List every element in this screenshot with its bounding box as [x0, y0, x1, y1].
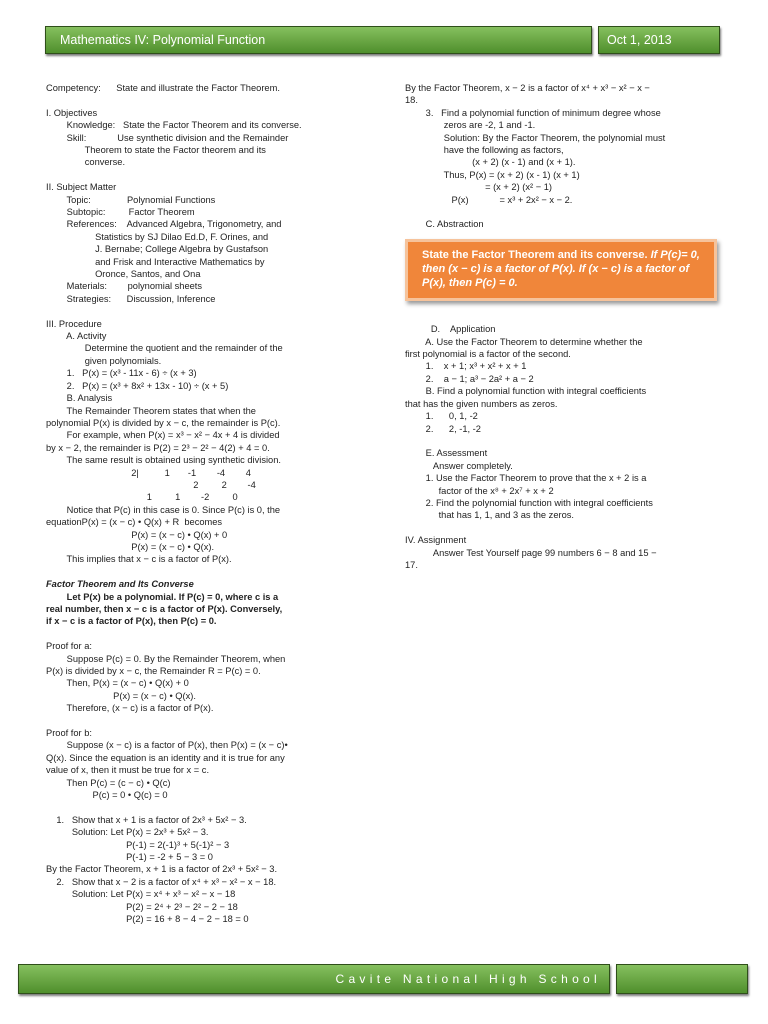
text-line — [46, 94, 366, 106]
text-line — [46, 715, 366, 727]
factor-theorem-statement — [46, 591, 366, 628]
text-line: Therefore, (x − c) is a factor of P(x). — [46, 703, 214, 714]
text-line: 2. Find the polynomial function with integral coefficients — [405, 497, 653, 508]
lesson-plan-text — [46, 82, 366, 578]
text-line: 1. Show that x + 1 is a factor of 2x³ + 5x² − 3. — [46, 814, 247, 825]
text-line: P(x) = (x − c) • Q(x). — [46, 690, 196, 701]
text-line: P(2) = 16 + 8 − 4 − 2 − 18 = 0 — [46, 914, 249, 925]
text-line — [405, 206, 725, 218]
text-line: II. Subject Matter — [46, 182, 117, 193]
text-line — [46, 305, 366, 317]
text-line: by x − 2, the remainder is P(2) = 2³ − 2² − 4(2) + 4 = 0. — [46, 442, 270, 453]
text-line: For example, when P(x) = x³ − x² − 4x + 4 is divided — [46, 430, 280, 441]
text-line: P(x) is divided by x − c, the Remainder R = P(c) = 0. — [46, 666, 261, 677]
text-line: P(x) = (x − c) • Q(x) + 0 — [46, 529, 228, 540]
text-line: A. Activity — [46, 331, 107, 342]
text-line: if x − c is a factor of P(x), then P(c) = 0. — [46, 616, 217, 627]
callout-plain-text: State the Factor Theorem and its converse. — [422, 248, 651, 261]
text-line: Q(x). Since the equation is an identity and it is true for any — [46, 752, 285, 763]
text-line: 1. Use the Factor Theorem to prove that the x + 2 is a — [405, 473, 647, 484]
text-line: that has 1, 1, and 3 as the zeros. — [405, 510, 574, 521]
text-line: Statistics by SJ Dilao Ed.D, F. Orines, and — [46, 231, 269, 242]
text-line: = (x + 2) (x² − 1) — [405, 182, 552, 193]
text-line: By the Factor Theorem, x + 1 is a factor of 2x³ + 5x² − 3. — [46, 864, 278, 875]
text-line: value of x, then it must be true for x = c. — [46, 765, 210, 776]
text-line: given polynomials. — [46, 355, 162, 366]
text-line: Materials: polynomial sheets — [46, 281, 203, 292]
text-line — [405, 311, 725, 323]
text-line: By the Factor Theorem, x − 2 is a factor of x⁴ + x³ − x² − x − — [405, 83, 650, 93]
text-line: 1 1 -2 0 — [46, 492, 238, 503]
text-line: 2 2 -4 — [46, 479, 256, 490]
text-line: and Frisk and Interactive Mathematics by — [46, 256, 265, 267]
text-line: P(c) = 0 • Q(c) = 0 — [46, 790, 168, 801]
text-line: Answer completely. — [405, 460, 513, 471]
callout-italic-text: If P(c)= 0, then (x − c) is a factor of P(x). If (x − c) is a factor of P(x), then P(c) = 0. — [422, 248, 700, 289]
text-line: Suppose P(c) = 0. By the Remainder Theorem, when — [46, 653, 286, 664]
text-line: P(-1) = 2(-1)³ + 5(-1)² − 3 — [46, 839, 230, 850]
text-line: This implies that x − c is a factor of P(x). — [46, 554, 232, 565]
text-line: that has the given numbers as zeros. — [405, 398, 558, 409]
text-line: Proof for a: — [46, 641, 92, 652]
text-line: 17. — [405, 559, 418, 570]
text-line: Let P(x) be a polynomial. If P(c) = 0, where c is a — [46, 591, 279, 602]
text-line: Suppose (x − c) is a factor of P(x), then P(x) = (x − c)• — [46, 740, 288, 751]
text-line: Knowledge: State the Factor Theorem and its converse. — [46, 120, 302, 131]
text-line: IV. Assignment — [405, 535, 467, 546]
text-line: Topic: Polynomial Functions — [46, 194, 216, 205]
text-line: References: Advanced Algebra, Trigonometry, and — [46, 219, 282, 230]
text-line: Subtopic: Factor Theorem — [46, 207, 195, 218]
text-line: real number, then x − c is a factor of P(x). Conversely, — [46, 604, 283, 614]
text-line: J. Bernabe; College Algebra by Gustafson — [46, 244, 269, 255]
text-line: equationP(x) = (x − c) • Q(x) + R becomes — [46, 517, 223, 528]
footer-school-bar — [18, 964, 610, 994]
text-line: Answer Test Yourself page 99 numbers 6 − 8 and 15 − — [405, 547, 657, 558]
text-line: polynomial P(x) is divided by x − c, the remainder is P(c). — [46, 417, 281, 428]
document-date: Oct 1, 2013 — [607, 33, 672, 47]
school-name: Cavite National High School — [335, 972, 601, 986]
text-line: The Remainder Theorem states that when the — [46, 405, 256, 416]
text-line — [405, 435, 725, 447]
text-line: Oronce, Santos, and Ona — [46, 269, 201, 280]
text-line: C. Abstraction — [405, 219, 484, 230]
text-line: Then, P(x) = (x − c) • Q(x) + 0 — [46, 678, 189, 689]
text-line: 2. a − 1; a³ − 2a² + a − 2 — [405, 373, 534, 384]
text-line: Solution: Let P(x) = 2x³ + 5x² − 3. — [46, 827, 209, 838]
text-line: Determine the quotient and the remainder of the — [46, 343, 283, 354]
header-title-bar — [45, 26, 592, 54]
text-line — [46, 566, 366, 578]
text-line: Skill: Use synthetic division and the Remainder — [46, 132, 289, 143]
examples-continued — [405, 82, 725, 231]
text-line: D. Application — [405, 324, 496, 335]
text-line: P(2) = 2⁴ + 2³ − 2² − 2 − 18 — [46, 901, 238, 912]
text-line: Thus, P(x) = (x + 2) (x - 1) (x + 1) — [405, 169, 580, 180]
text-line — [46, 801, 366, 813]
text-line: P(x) = x³ + 2x² − x − 2. — [405, 194, 573, 205]
abstraction-callout — [405, 239, 717, 301]
text-line: Strategies: Discussion, Inference — [46, 293, 216, 304]
text-line: factor of the x⁸ + 2x⁷ + x + 2 — [405, 485, 554, 496]
text-line: III. Procedure — [46, 318, 102, 329]
text-line: 1. x + 1; x³ + x² + x + 1 — [405, 361, 527, 372]
text-line: B. Analysis — [46, 393, 113, 404]
left-column — [46, 82, 366, 926]
text-line: Then P(c) = (c − c) • Q(c) — [46, 777, 171, 788]
footer-right-box — [616, 964, 748, 994]
document-title: Mathematics IV: Polynomial Function — [60, 33, 266, 47]
factor-theorem-heading: Factor Theorem and Its Converse — [46, 579, 194, 590]
text-line: Solution: By the Factor Theorem, the polynomial must — [405, 132, 666, 143]
text-line: I. Objectives — [46, 107, 98, 118]
text-line: 1. P(x) = (x³ - 11x - 6) ÷ (x + 3) — [46, 368, 197, 379]
application-assessment-assignment — [405, 311, 725, 571]
text-line: Notice that P(c) in this case is 0. Since P(c) is 0, the — [46, 504, 281, 515]
text-line: have the following as factors, — [405, 145, 564, 156]
text-line: 3. Find a polynomial function of minimum degree whose — [405, 107, 661, 118]
text-line: E. Assessment — [405, 448, 488, 459]
header-date-box — [598, 26, 720, 54]
text-line — [46, 169, 366, 181]
text-line: P(x) = (x − c) • Q(x). — [46, 541, 215, 552]
text-line: zeros are -2, 1 and -1. — [405, 120, 536, 131]
text-line: P(-1) = -2 + 5 − 3 = 0 — [46, 852, 213, 863]
text-line: Solution: Let P(x) = x⁴ + x³ − x² − x − 18 — [46, 889, 236, 900]
text-line: Competency: State and illustrate the Factor Theorem. — [46, 83, 280, 93]
text-line: 2. Show that x − 2 is a factor of x⁴ + x³ − x² − x − 18. — [46, 876, 277, 887]
text-line: The same result is obtained using synthetic division. — [46, 455, 281, 466]
text-line: converse. — [46, 157, 126, 168]
text-line: 2| 1 -1 -4 4 — [46, 467, 251, 478]
proofs-and-examples — [46, 628, 366, 926]
text-line — [46, 628, 366, 640]
text-line: Theorem to state the Factor theorem and its — [46, 145, 266, 156]
text-line: B. Find a polynomial function with integral coefficients — [405, 386, 647, 397]
text-line: 1. 0, 1, -2 — [405, 411, 478, 422]
text-line: 2. 2, -1, -2 — [405, 423, 481, 434]
text-line: A. Use the Factor Theorem to determine whether the — [405, 336, 643, 347]
text-line: first polynomial is a factor of the second. — [405, 349, 571, 360]
text-line: Proof for b: — [46, 728, 92, 739]
text-line: 18. — [405, 95, 418, 106]
text-line: (x + 2) (x - 1) and (x + 1). — [405, 157, 576, 168]
right-column — [405, 82, 725, 571]
text-line — [405, 522, 725, 534]
text-line: 2. P(x) = (x³ + 8x² + 13x - 10) ÷ (x + 5) — [46, 380, 229, 391]
